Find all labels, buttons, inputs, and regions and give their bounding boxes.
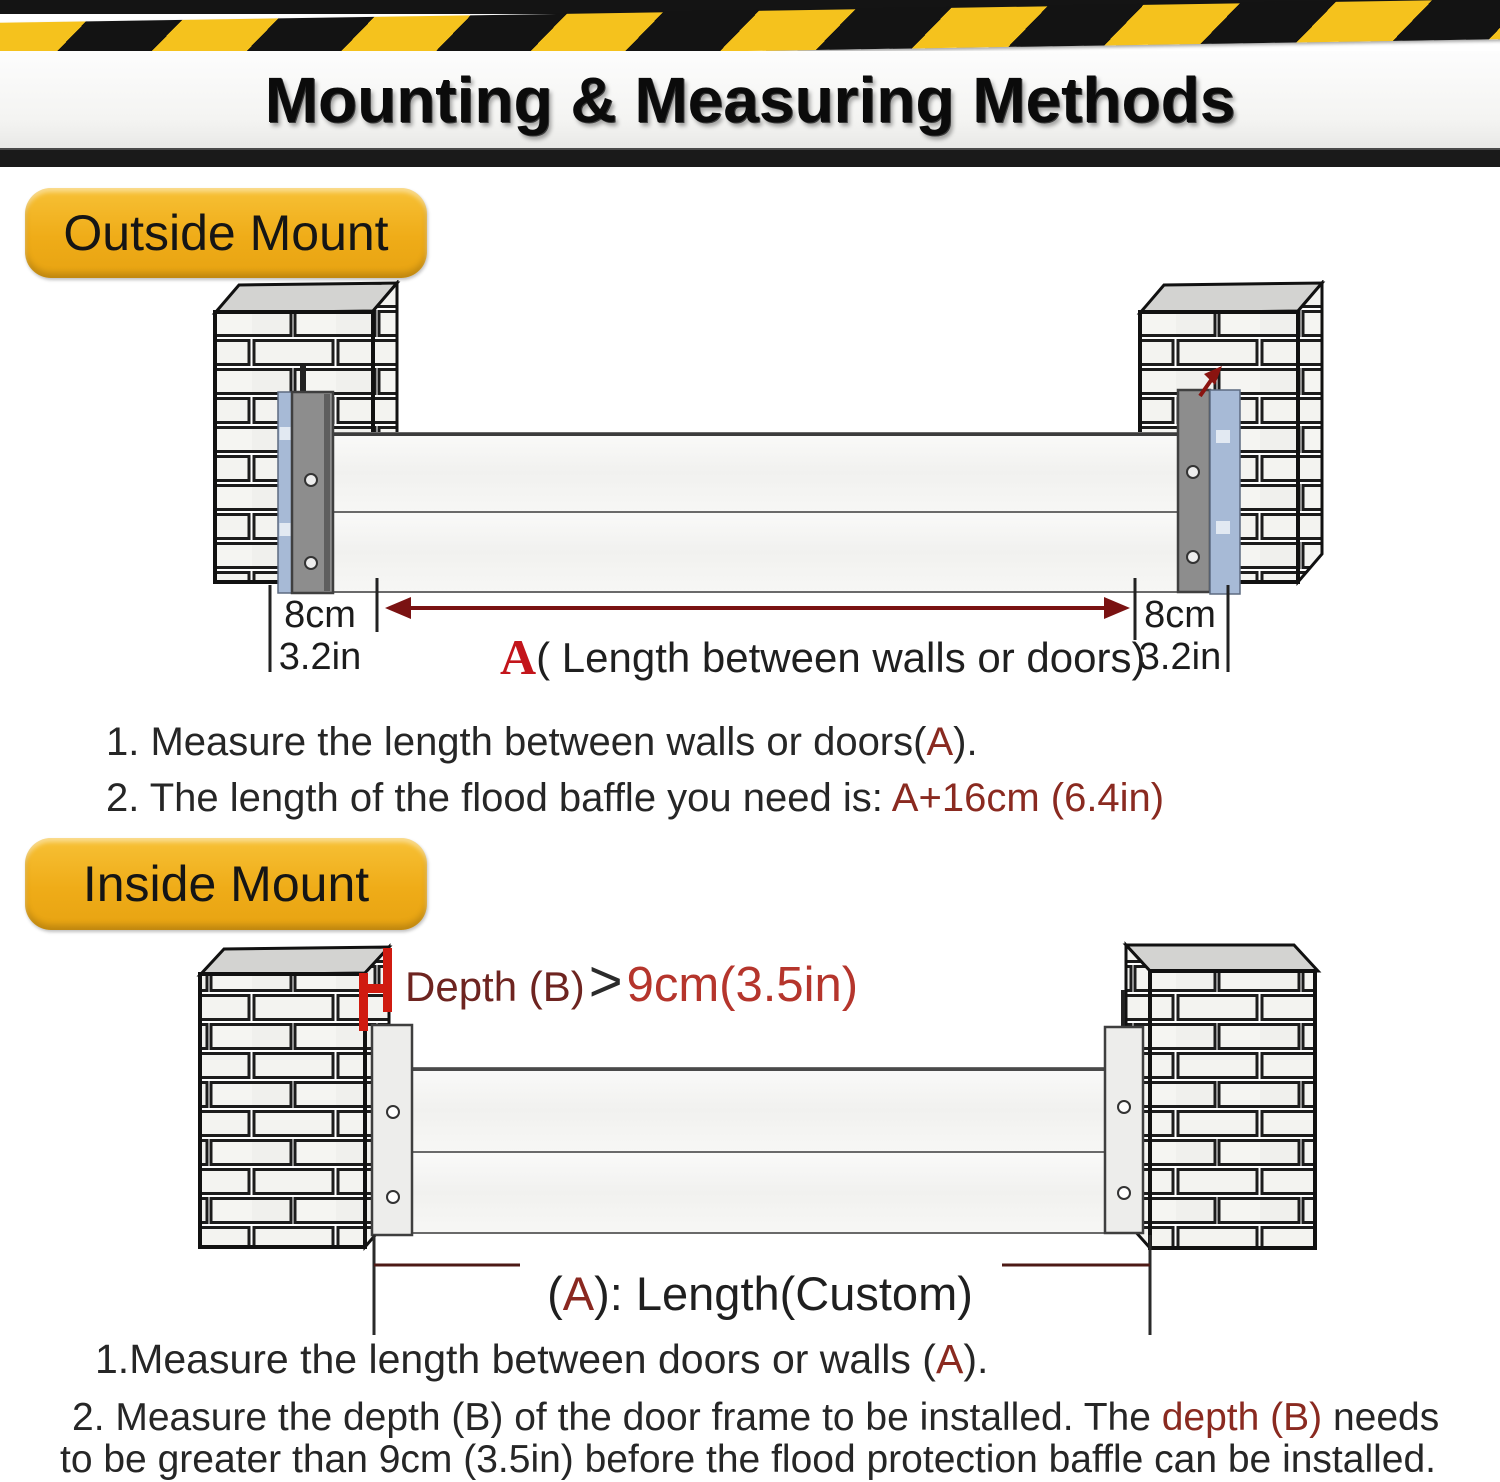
- span-label-text: ( Length between walls or doors): [536, 634, 1146, 681]
- step-highlight: A+16cm (6.4in): [891, 776, 1165, 820]
- title-banner: [0, 51, 1500, 148]
- outside-left-dimension: [266, 594, 374, 678]
- span-arrow-head-right: [1104, 597, 1130, 619]
- strip-highlight: [280, 427, 291, 440]
- step-highlight: depth (B): [1161, 1396, 1323, 1439]
- pillar-top-face: [200, 947, 389, 975]
- depth-label-name: Depth (B): [405, 963, 585, 1010]
- dim-in: 3.2in: [1138, 636, 1222, 678]
- dim-in: 3.2in: [278, 636, 362, 678]
- seal-strip-blue: [1210, 390, 1240, 594]
- step-text: needs: [1322, 1396, 1440, 1439]
- length-label-text: ): Length(Custom): [594, 1267, 973, 1320]
- step-text: 2. The length of the flood baffle you need is:: [106, 776, 892, 820]
- screw-hole: [1187, 466, 1199, 478]
- inside-right-post: [1105, 990, 1143, 1233]
- outside-mount-steps: [106, 714, 1164, 826]
- outside-step-1: [106, 714, 1164, 770]
- outside-span-label: [500, 628, 1146, 686]
- screw-hole: [1187, 551, 1199, 563]
- barrier-panel-top: [333, 433, 1178, 512]
- dimension-letter-a: A: [500, 629, 537, 685]
- screw-hole: [1118, 1187, 1130, 1199]
- inside-left-post: [372, 1025, 412, 1235]
- outside-right-dimension: [1134, 594, 1226, 678]
- strip-highlight: [1216, 430, 1230, 443]
- barrier-panel-bottom: [412, 1152, 1107, 1233]
- dim-cm: 8cm: [284, 594, 356, 636]
- depth-marker-right-leg: [383, 948, 392, 1012]
- pillar-front-face: [200, 974, 365, 1247]
- step-text: ).: [953, 720, 978, 764]
- depth-label: [405, 948, 858, 1015]
- step-text: ).: [963, 1336, 989, 1382]
- inside-length-label: [430, 1266, 1090, 1321]
- span-arrow-head-left: [385, 597, 411, 619]
- inside-barrier-panels: [412, 1068, 1107, 1233]
- dim-cm: 8cm: [1144, 594, 1216, 636]
- end-post: [1105, 1027, 1143, 1233]
- outside-mount-badge: Outside Mount: [25, 188, 427, 278]
- page-title: Mounting & Measuring Methods: [264, 63, 1236, 136]
- screw-hole: [305, 474, 317, 486]
- length-label-pre: (: [547, 1267, 563, 1320]
- step-text: 2. Measure the depth (B) of the door frame to be installed. The: [72, 1396, 1162, 1439]
- outside-right-bracket: [1178, 366, 1240, 594]
- step-highlight: A: [926, 720, 954, 764]
- depth-marker-cross-bar: [359, 984, 392, 993]
- screw-hole: [387, 1106, 399, 1118]
- strip-highlight: [1216, 521, 1230, 534]
- inside-right-pillar: [1126, 945, 1318, 1248]
- strip-highlight: [280, 523, 291, 536]
- greater-than-symbol: >: [588, 949, 623, 1014]
- barrier-panel-bottom: [333, 512, 1178, 592]
- pillar-top-face: [1126, 945, 1318, 971]
- step-highlight: A: [935, 1336, 964, 1382]
- seal-strip-blue: [278, 392, 292, 593]
- pillar-front-face: [1150, 971, 1315, 1248]
- outside-left-bracket: [278, 366, 333, 593]
- depth-marker-left-leg: [359, 973, 368, 1031]
- pillar-top-face: [215, 283, 397, 313]
- depth-label-value: 9cm(3.5in): [626, 958, 859, 1012]
- barrier-panel-top: [412, 1068, 1107, 1152]
- dimension-letter-a: A: [562, 1267, 595, 1320]
- inside-step-2-line-2: to be greater than 9cm (3.5in) before the flood protection baffle can be installed.: [60, 1438, 1436, 1481]
- step-text: 1.Measure the length between doors or walls (: [95, 1336, 936, 1382]
- screw-hole: [387, 1191, 399, 1203]
- screw-hole: [305, 557, 317, 569]
- banner-underline-bar: [0, 148, 1500, 167]
- step-text: 1. Measure the length between walls or doors(: [106, 720, 927, 764]
- screw-hole: [1118, 1101, 1130, 1113]
- flood-barrier-panels: [333, 433, 1178, 592]
- inside-step-2-line-1: [72, 1396, 1439, 1440]
- outside-step-2: [106, 770, 1164, 826]
- inside-step-1: [95, 1336, 988, 1383]
- inside-mount-badge: Inside Mount: [25, 838, 427, 930]
- pillar-top-face: [1140, 283, 1322, 313]
- pillar-side-face: [1298, 283, 1322, 582]
